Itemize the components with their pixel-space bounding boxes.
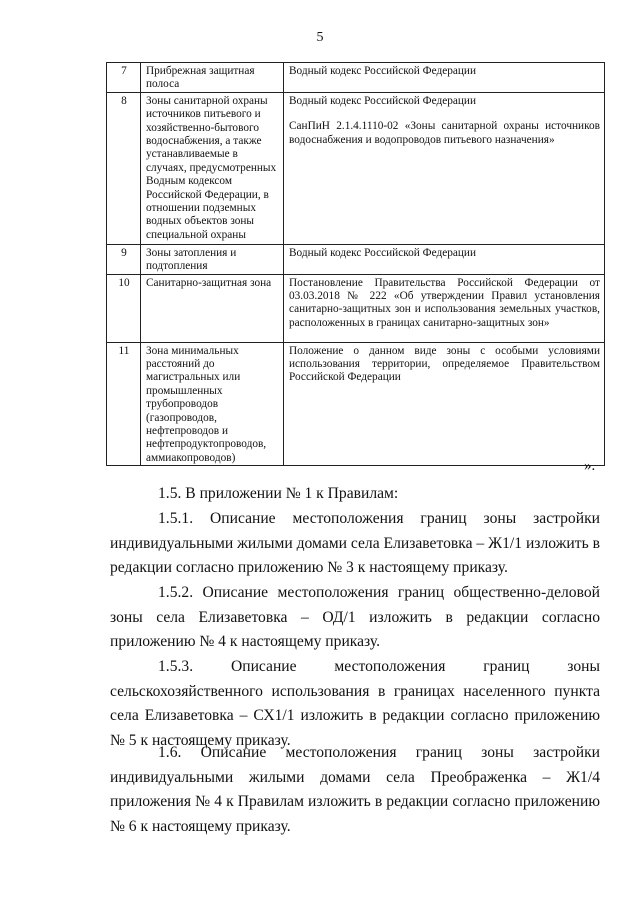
table-row	[107, 63, 605, 93]
zone-name: Зоны санитарной охраны источников питьевого и хозяйственно-бытового водоснабжения, а также устанавливаемые в случаях, предусмотренных Водным кодексом Российской Федерации, в отношении подземных водных объектов зоны специальной охраны	[141, 92, 284, 244]
row-number: 11	[107, 342, 141, 466]
zone-name: Прибрежная защитная полоса	[141, 63, 284, 93]
row-number: 9	[107, 244, 141, 274]
row-number: 7	[107, 63, 141, 93]
table-row	[107, 342, 605, 466]
regulation: Положение о данном виде зоны с особыми условиями использования территории, определяемое Правительством Российской Федерации	[284, 342, 605, 466]
row-number: 10	[107, 274, 141, 342]
paragraph-1-5-3: 1.5.3. Описание местоположения границ зоны сельскохозяйственного использования в границах населенного пункта села Елизаветовка – СХ1/1 изложить в редакции согласно приложению № 5 к настоящему приказу.	[110, 658, 600, 749]
regulation: Водный кодекс Российской Федерации СанПиН 2.1.4.1110-02 «Зоны санитарной охраны источников водоснабжения и водопроводов питьевого назначения»	[284, 92, 605, 244]
row-number: 8	[107, 92, 141, 244]
regulation: Водный кодекс Российской Федерации	[284, 63, 605, 93]
zone-name: Зона минимальных расстояний до магистральных или промышленных трубопроводов (газопроводов, нефтепроводов и нефтепродуктопроводов, аммиакопроводов)	[141, 342, 284, 466]
table-row	[107, 244, 605, 274]
table-row	[107, 92, 605, 244]
paragraph-1-6: 1.6. Описание местоположения границ зоны застройки индивидуальными жилыми домами села Преображенка – Ж1/4 приложения № 4 к Правилам изложить в редакции согласно приложению № 6 к настоящему приказу.	[110, 744, 600, 835]
paragraph-1-5-2: 1.5.2. Описание местоположения границ общественно-деловой зоны села Елизаветовка – ОД/1 изложить в редакции согласно приложению № 4 к настоящему приказу.	[110, 584, 600, 650]
zone-name: Зоны затопления и подтопления	[141, 244, 284, 274]
quote-close-mark: ».	[584, 458, 596, 474]
regulation: Постановление Правительства Российской Федерации от 03.03.2018 № 222 «Об утверждении Правил установления санитарно-защитных зон и использования земельных участков, расположенных в границах санитарно-защитных зон»	[284, 274, 605, 342]
paragraph-1-5-1: 1.5.1. Описание местоположения границ зоны застройки индивидуальными жилыми домами села Елизаветовка – Ж1/1 изложить в редакции согласно приложению № 3 к настоящему приказу.	[110, 510, 600, 576]
page-number: 5	[316, 30, 324, 45]
paragraph-1-5: 1.5. В приложении № 1 к Правилам:	[158, 485, 399, 502]
zones-table	[106, 62, 605, 466]
regulation: Водный кодекс Российской Федерации	[284, 244, 605, 274]
table-row	[107, 274, 605, 342]
zone-name: Санитарно-защитная зона	[141, 274, 284, 342]
